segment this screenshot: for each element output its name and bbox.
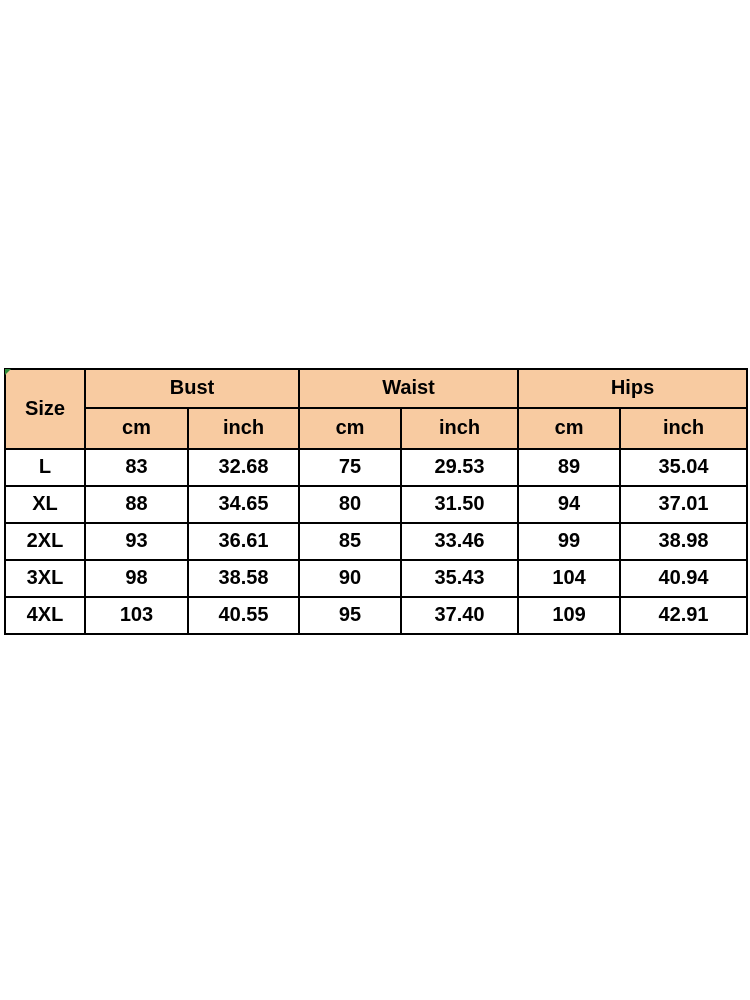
hips-inch-cell: 40.94 (620, 560, 747, 597)
waist-cm-header: cm (299, 408, 401, 449)
size-cell: 2XL (5, 523, 85, 560)
table-row (5, 560, 747, 597)
bust-inch-cell: 40.55 (188, 597, 299, 634)
table-row (5, 486, 747, 523)
hips-cm-cell: 94 (518, 486, 620, 523)
bust-cm-cell: 83 (85, 449, 188, 486)
header-group-row (5, 369, 747, 408)
size-cell: L (5, 449, 85, 486)
bust-header: Bust (85, 369, 299, 408)
waist-inch-cell: 31.50 (401, 486, 518, 523)
waist-header: Waist (299, 369, 518, 408)
size-cell: 4XL (5, 597, 85, 634)
waist-inch-cell: 33.46 (401, 523, 518, 560)
waist-cm-cell: 95 (299, 597, 401, 634)
size-header: Size (5, 369, 85, 449)
waist-cm-cell: 90 (299, 560, 401, 597)
bust-inch-cell: 36.61 (188, 523, 299, 560)
waist-inch-cell: 37.40 (401, 597, 518, 634)
hips-inch-cell: 42.91 (620, 597, 747, 634)
bust-inch-cell: 32.68 (188, 449, 299, 486)
hips-cm-cell: 99 (518, 523, 620, 560)
hips-header: Hips (518, 369, 747, 408)
waist-cm-cell: 85 (299, 523, 401, 560)
bust-cm-cell: 93 (85, 523, 188, 560)
hips-inch-cell: 38.98 (620, 523, 747, 560)
hips-cm-cell: 109 (518, 597, 620, 634)
bust-cm-header: cm (85, 408, 188, 449)
bust-inch-header: inch (188, 408, 299, 449)
waist-inch-cell: 29.53 (401, 449, 518, 486)
cell-corner-marker (5, 369, 11, 375)
bust-inch-cell: 34.65 (188, 486, 299, 523)
table-row (5, 523, 747, 560)
size-chart-table (4, 368, 748, 635)
hips-cm-header: cm (518, 408, 620, 449)
waist-inch-header: inch (401, 408, 518, 449)
size-cell: 3XL (5, 560, 85, 597)
waist-cm-cell: 75 (299, 449, 401, 486)
size-cell: XL (5, 486, 85, 523)
hips-inch-cell: 37.01 (620, 486, 747, 523)
table-row (5, 597, 747, 634)
waist-inch-cell: 35.43 (401, 560, 518, 597)
header-unit-row (5, 408, 747, 449)
bust-cm-cell: 98 (85, 560, 188, 597)
hips-cm-cell: 89 (518, 449, 620, 486)
table-row (5, 449, 747, 486)
hips-inch-header: inch (620, 408, 747, 449)
hips-cm-cell: 104 (518, 560, 620, 597)
waist-cm-cell: 80 (299, 486, 401, 523)
bust-inch-cell: 38.58 (188, 560, 299, 597)
bust-cm-cell: 88 (85, 486, 188, 523)
hips-inch-cell: 35.04 (620, 449, 747, 486)
bust-cm-cell: 103 (85, 597, 188, 634)
